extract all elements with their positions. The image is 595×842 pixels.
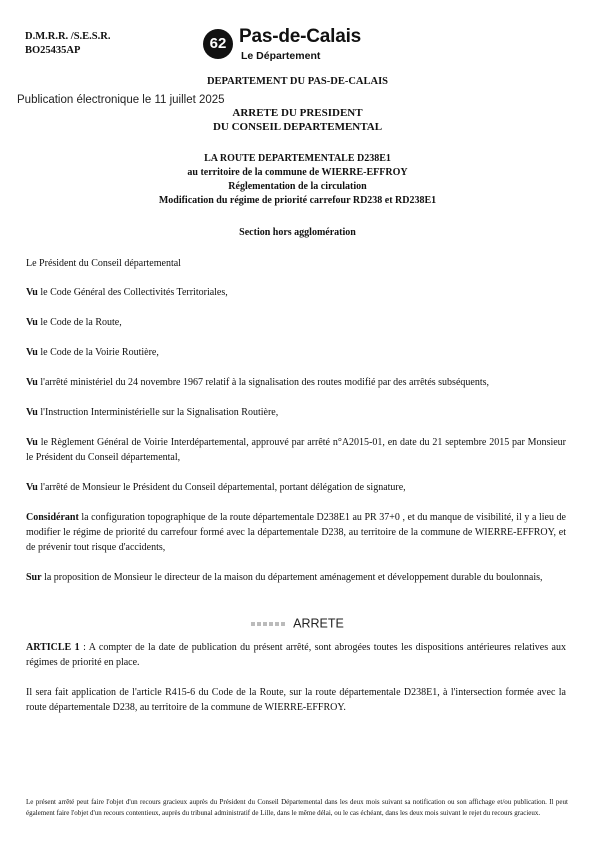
visa-text: le Code Général des Collectivités Territoriales,: [37, 287, 228, 298]
subject-commune: au territoire de la commune de WIERRE-EFFROY: [187, 167, 408, 178]
visa-lead: Vu: [26, 347, 38, 358]
subject-road: LA ROUTE DEPARTEMENTALE D238E1: [204, 153, 391, 164]
appeal-notice: Le présent arrêté peut faire l'objet d'un recours gracieux auprès du Président du Conseil Départemental dans les deux mois suivant sa notification ou son affichage et/ou publication. Il peut également faire l'objet d'un recours contentieux, auprès du tribunal administratif de Lille, dans le même délai, ou le cas échéant, dans les deux mois suivant le rejet du recours gracieux.: [26, 798, 568, 817]
visa-text: l'arrêté de Monsieur le Président du Conseil départemental, portant délégation de signature,: [37, 482, 406, 493]
proposal-text: la proposition de Monsieur le directeur de la maison du département aménagement et développement durable du boulonnais,: [41, 572, 543, 583]
visa-paragraph: [26, 405, 566, 420]
visa-paragraph: [26, 480, 566, 495]
reference-number: BO25435AP: [25, 45, 81, 56]
visa-lead: Vu: [26, 437, 38, 448]
visa-lead: Vu: [26, 407, 38, 418]
visa-lead: Vu: [26, 377, 38, 388]
proposal-paragraph: [26, 570, 566, 585]
visa-lead: Vu: [26, 317, 38, 328]
reference-block: [25, 30, 110, 58]
visa-lead: Vu: [26, 287, 38, 298]
section-label: Section hors agglomération: [239, 227, 356, 238]
considerant-paragraph: [26, 510, 566, 555]
visa-text: l'arrêté ministériel du 24 novembre 1967 relatif à la signalisation des routes modifié par des arrêtés subséquents,: [37, 377, 489, 388]
visa-paragraph: [26, 435, 566, 465]
department-logo: [203, 27, 393, 65]
article-1-text: : A compter de la date de publication du présent arrêté, sont abrogées toutes les dispositions antérieures relatives aux régimes de priorité en place.: [26, 642, 566, 668]
visa-text: l'Instruction Interministérielle sur la Signalisation Routière,: [37, 407, 279, 418]
logo-name: Pas-de-Calais: [239, 26, 362, 47]
considerant-lead: Considérant: [26, 512, 79, 523]
arrete-heading: [0, 106, 595, 134]
visa-paragraph: [26, 315, 566, 330]
article-1: [26, 640, 566, 670]
arrete-divider: [0, 614, 595, 632]
article-1-lead: ARTICLE 1: [26, 642, 80, 653]
visa-paragraph: [26, 375, 566, 390]
decorative-dots: [251, 614, 287, 632]
visa-paragraph: [26, 345, 566, 360]
visa-lead: Vu: [26, 482, 38, 493]
article-application-text: Il sera fait application de l'article R415-6 du Code de la Route, sur la route départementale D238E1, à l'intersection formée avec la route départementale D238, au territoire de la commune de WIERRE-EFFROY.: [26, 687, 566, 713]
subject-regulation: Réglementation de la circulation: [228, 181, 367, 192]
visa-text: le Code de la Voirie Routière,: [37, 347, 159, 358]
arrete-heading-line: ARRETE DU PRESIDENT: [232, 107, 363, 119]
department-title: DEPARTEMENT DU PAS-DE-CALAIS: [206, 76, 389, 87]
proposal-lead: Sur: [26, 572, 42, 583]
considerant-text: la configuration topographique de la route départementale D238E1 au PR 37+0 , et du manque de visibilité, il y a lieu de modifier le régime de priorité du carrefour formé avec la départementale D238, au territoire de la commune de WIERRE-EFFROY, et de prévenir tout risque d'accidents,: [26, 512, 566, 553]
publication-date: Publication électronique le 11 juillet 2025: [17, 94, 225, 106]
intro-text: Le Président du Conseil départemental: [26, 258, 181, 269]
subject-modification: Modification du régime de priorité carrefour RD238 et RD238E1: [158, 195, 437, 206]
reference-service: D.M.R.R. /S.E.S.R.: [25, 31, 111, 42]
visa-paragraph: [26, 285, 566, 300]
logo-subtitle: Le Département: [241, 50, 321, 62]
visa-text: le Règlement Général de Voirie Interdépartemental, approuvé par arrêté n°A2015-01, en date du 21 septembre 2015 par Monsieur le Président du Conseil départemental,: [26, 437, 566, 463]
subject-block: [0, 152, 595, 208]
visa-text: le Code de la Route,: [37, 317, 122, 328]
arrete-heading-line: DU CONSEIL DEPARTEMENTAL: [212, 121, 383, 133]
logo-number-badge: 62: [203, 29, 233, 59]
arrete-label: ARRETE: [293, 616, 344, 631]
